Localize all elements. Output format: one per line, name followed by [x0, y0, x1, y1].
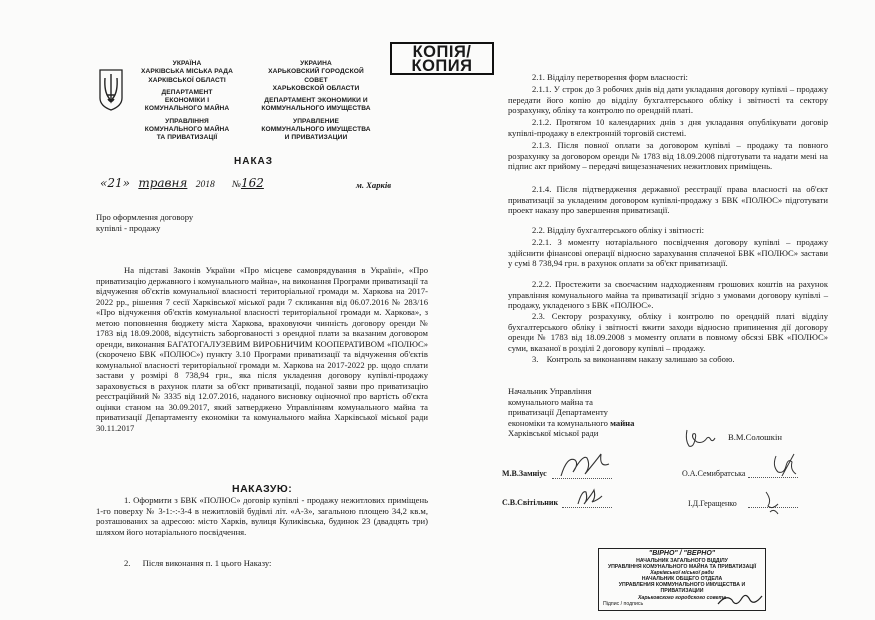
section-2-2-1: 2.2.1. З моменту нотаріального посвідчення договору купівлі – продажу здійснити фінансові операції відносно зарахування сплаченої БВК «ПОЛЮС» застави у сумі 8 738,94 грн. в рахунок оплати за об'єкт приватизації. — [508, 237, 828, 268]
header-left-line: ТА ПРИВАТИЗАЦІЇ — [156, 134, 218, 142]
order-item-2 — [96, 558, 428, 569]
copy-stamp-line: КОПИЯ — [411, 57, 473, 75]
stamp-line: Підпис / подпись — [603, 600, 644, 607]
header-left-line: ЕКОНОМІКИ І — [164, 97, 210, 105]
approval-name: О.А.Семибратська — [682, 469, 746, 478]
trident-coat-of-arms-icon — [98, 68, 124, 112]
header-right-line: УПРАВЛЕНИЕ — [293, 117, 339, 125]
header-left-line: ХАРКІВСЬКА МІСЬКА РАДА — [141, 68, 233, 76]
header-left-line: ДЕПАРТАМЕНТ — [161, 88, 213, 96]
stamp-line: УПРАВЛЕНИЯ КОММУНАЛЬНОГО ИМУЩЕСТВА И ПРИВАТИЗАЦИИ — [618, 582, 746, 595]
approval-signature-icon — [760, 490, 784, 516]
header-right-line: КОММУНАЛЬНОГО ИМУЩЕСТВА — [261, 105, 371, 113]
stamp-line: УПРАВЛІННЯ КОМУНАЛЬНОГО МАЙНА ТА ПРИВАТИЗАЦІЇ — [607, 564, 757, 571]
section-2-2: 2.2. Відділу бухгалтерського обліку і звітності: — [532, 225, 704, 235]
approval-name: І.Д.Геращенко — [688, 499, 737, 508]
header-right-line: ДЕПАРТАМЕНТ ЭКОНОМИКИ И — [264, 97, 368, 105]
approval-signature-icon — [770, 452, 800, 478]
order-number — [232, 176, 264, 190]
signatory-line: комунального майна та — [508, 396, 593, 407]
header-right — [248, 60, 384, 143]
stamp-line: Харківської міської ради — [650, 570, 714, 577]
header-left — [128, 60, 246, 143]
signatory-line: Харківської міської ради — [508, 428, 599, 439]
order-date-day: «21» — [100, 176, 130, 190]
order-title: НАКАЗ — [234, 156, 274, 167]
preamble-paragraph: На підставі Законів України «Про місцеве самоврядування в Україні», «Про приватизацію державного і комунального майна», на виконання Програми приватизації та відчуження об'єктів комунальної власності територіальної громади м. Харкова на 2017-2022 рр., рішення 7 сесії Харківської міської ради 7 скликання від 06.07.2016 № 283/16 «Про відчуження об'єктів комунальної власності територіальної громади м. Харкова», з метою поповнення бюджету міста Харкова, враховуючи чинність договору оренди № 1783 від 18.09.2008, відсутність заборгованості з орендної плати за вказаним договором оренди, виконання БАГАТОГАЛУЗЕВИМ ВИРОБНИЧИМ КООПЕРАТИВОМ «ПОЛЮС» (скорочено БВК «ПОЛЮС») пункту 3.10 Програми приватизації та відчуження об'єктів комунальної власності територіальної громади м. Харкова на 2017-2022 рр. щодо сплати застави у розмірі 8 738,94 грн., яка після укладення договору купівлі-продажу зараховується в рахунок плати за об'єкт приватизації, поданої заяви про приватизацію реєстраційний № 3335 від 12.07.2016, наданого висновку оціночної про вартість об'єкта оцінки станом на 30.09.2017, який затверджено Управлінням комунального майна та приватизації Департаменту економіки та комунального майна Харківської міської ради 30.11.2017 — [96, 265, 428, 433]
section-2-1-2: 2.1.2. Протягом 10 календарних днів з дня укладання опублікувати договір купівлі-продажу в електронній торговій системі. — [508, 117, 828, 138]
header-right-line: И ПРИВАТИЗАЦИИ — [284, 134, 348, 142]
header-left-line: КОМУНАЛЬНОГО МАЙНА — [144, 126, 230, 134]
header-right-line: СОВЕТ — [304, 76, 328, 84]
stamp-line: НАЧАЛЬНИК ЗАГАЛЬНОГО ВІДДІЛУ — [636, 558, 728, 564]
order-item-number: 2. — [124, 558, 131, 568]
approval-name: С.В.Світільник — [502, 498, 559, 507]
approval-name: М.В.Замніус — [502, 469, 547, 478]
header-left-line: УПРАВЛІННЯ — [165, 117, 209, 125]
order-item-text: Оформити з БВК «ПОЛЮС» договір купівлі - продажу нежитлових приміщень 1-го поверху № 3-1:-:-3-4 в нежитловій будівлі літ. «А-3», загальною площею 34,2 кв.м, розташованих за адресою: місто Харків, вулиця Куликівська, будинок 23 (двадцять три) шляхом його нотаріального посвідчення. — [96, 495, 428, 537]
section-2-3: 2.3. Сектору розрахунку, обліку і контролю по орендній платі відділу бухгалтерського обліку і звітності вжити заходи відносно припинення дії договору оренди № 1783 від 18.09.2008 з моменту оплати в повному обсязі БВК «ПОЛЮС» суми, вказаної в розділі 2 договору купівлі – продажу. — [508, 311, 828, 353]
signatory-line-part: економіки та комунального — [508, 417, 611, 428]
orders-heading: НАКАЗУЮ: — [232, 483, 293, 495]
signatory-block — [508, 386, 634, 439]
stamp-line: "ВІРНО" / "ВЕРНО" — [648, 550, 716, 557]
order-date-line — [100, 176, 215, 190]
stamp-signature-icon — [716, 590, 764, 612]
order-number-value: 162 — [240, 176, 264, 190]
section-2-1-4: 2.1.4. Після підтвердження державної реєстрації права власності на об'єкт приватизації за укладеним договором купівлі-продажу з БВК «ПОЛЮС» підготувати проект наказу про завершення приватизації. — [508, 184, 828, 215]
header-right-line: ХАРЬКОВСКОЙ ОБЛАСТИ — [272, 84, 360, 92]
order-subject-line: Про оформлення договору — [96, 212, 194, 222]
header-left-line: УКРАЇНА — [172, 60, 202, 67]
copy-stamp-line: КОПІЯ/ — [412, 43, 472, 61]
section-2-1: 2.1. Відділу перетворення форм власності: — [532, 72, 688, 82]
section-text: Контроль за виконанням наказу залишаю за собою. — [546, 354, 735, 364]
order-item-text: Після виконання п. 1 цього Наказу: — [142, 558, 272, 568]
head-signature-icon — [683, 426, 717, 450]
order-number-prefix: № — [232, 180, 241, 190]
signatory-name: В.М.Солошкін — [728, 432, 782, 442]
header-right-line: ХАРЬКОВСКИЙ ГОРОДСКОЙ — [268, 68, 364, 76]
order-city: м. Харків — [356, 180, 392, 190]
signatory-line: приватизації Департаменту — [508, 407, 608, 418]
order-date-month: травня — [138, 176, 188, 190]
section-3 — [508, 354, 828, 365]
signatory-line-part: майна — [610, 417, 635, 428]
section-2-1-1: 2.1.1. У строк до 3 робочих днів від дати укладання договору купівлі – продажу передати його копію до відділу бухгалтерського обліку і звітності та сектору розрахунку, обліку та контролю по орендній платі. — [508, 84, 828, 115]
order-subject — [96, 212, 193, 234]
order-subject-line: купівлі - продажу — [96, 223, 161, 233]
order-item-1 — [96, 495, 428, 537]
stamp-line: Харьковского городского совета — [637, 594, 727, 601]
header-left-line: КОМУНАЛЬНОГО МАЙНА — [144, 105, 230, 113]
approval-signature-icon — [557, 450, 613, 480]
header-left-line: ХАРКІВСЬКОЇ ОБЛАСТІ — [148, 76, 226, 84]
copy-stamp — [390, 42, 494, 75]
stamp-line: НАЧАЛЬНИК ОБЩЕГО ОТДЕЛА — [641, 576, 723, 583]
header-right-line: УКРАИНА — [300, 60, 332, 67]
order-date-year: 2018 — [195, 180, 215, 190]
order-item-number: 1. — [124, 495, 131, 505]
signatory-line — [508, 418, 634, 429]
section-2-1-3: 2.1.3. Після повної оплати за договором купівлі – продажу та повного розрахунку за договором оренди № 1783 від 18.09.2008 підготувати та надати мені на підпис акт прийому – передачі вищезазначених нежитлових приміщень. — [508, 140, 828, 171]
header-right-line: КОММУНАЛЬНОГО ИМУЩЕСТВА — [261, 126, 371, 134]
section-2-2-2: 2.2.2. Простежити за своєчасним надходженням грошових коштів на рахунок управління комунального майна та приватизації згідно з умовами договору купівлі – продажу, укладеного з БВК «ПОЛЮС». — [508, 279, 828, 310]
signatory-line: Начальник Управління — [508, 386, 592, 396]
approval-signature-icon — [574, 486, 604, 508]
section-number: 3. — [532, 354, 539, 364]
